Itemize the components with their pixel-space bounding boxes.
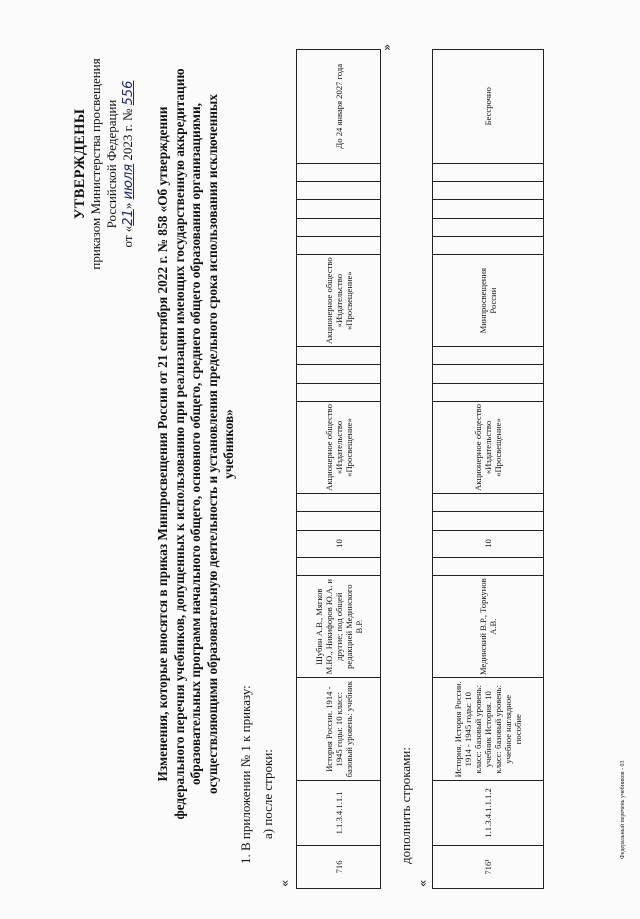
table-row: 716 1.1.3.4.1.1.1 История России. 1914 - 1945 годы: 10 класс: базовый уровень: учебник Шубин А.В., Мягков М.Ю., Никифоров Ю.А. и другие; под общей редакцией Мединского В.Р. 10 Акционерное общество «Издательство «Просвещение» Акционерное общество «Издательство «Просвещение» До 24 января 2027 года (297, 50, 381, 889)
open-quote-2: « (416, 879, 430, 887)
approval-stamp (72, 44, 137, 284)
page-footer: Федеральный перечень учебников - 03 (620, 760, 626, 859)
approval-heading: УТВЕРЖДЕНЫ (72, 108, 88, 220)
table-before (296, 49, 381, 889)
approval-line-1: приказом Министерства просвещения (88, 58, 103, 270)
approval-date-line: от «21» июля 2023 г. № 556 (120, 80, 136, 248)
close-quote: » (380, 43, 394, 51)
clause-1a: а) после строки: (260, 749, 275, 839)
handwritten-number: 556 (121, 80, 136, 106)
table-row: 716¹ 1.1.3.4.1.1.1.2 История. История России. 1914 - 1945 годы: 10 класс: базовый уровень: учебник История. 10 класс: базовый уровень: учебное наглядное пособие Мединский В.Р., Торкунов А.В. 10 Акционерное общество «Издательство «Просвещение» Минпросвещения России Бессрочно (433, 50, 544, 889)
document-title: Изменения, которые вносятся в приказ Минпросвещения России от 21 сентября 2022 г. № 858 «Об утверждении федерального перечня учебников, допущенных к использованию при реализации имеющих государственную аккредитацию образовательных программ начального общего, основного общего, среднего общего образования организациями, осуществляющими образовательную деятельность и установления предельного срока использования исключенных учебников» (155, 68, 237, 820)
handwritten-month: июля (121, 163, 136, 200)
approval-line-2: Российской Федерации (104, 99, 119, 229)
open-quote: « (278, 879, 292, 887)
table-added (432, 49, 544, 889)
handwritten-day: 21 (121, 209, 136, 226)
clause-1: 1. В приложении № 1 к приказу: (238, 685, 253, 864)
supplement-label: дополнить строками: (398, 747, 413, 864)
